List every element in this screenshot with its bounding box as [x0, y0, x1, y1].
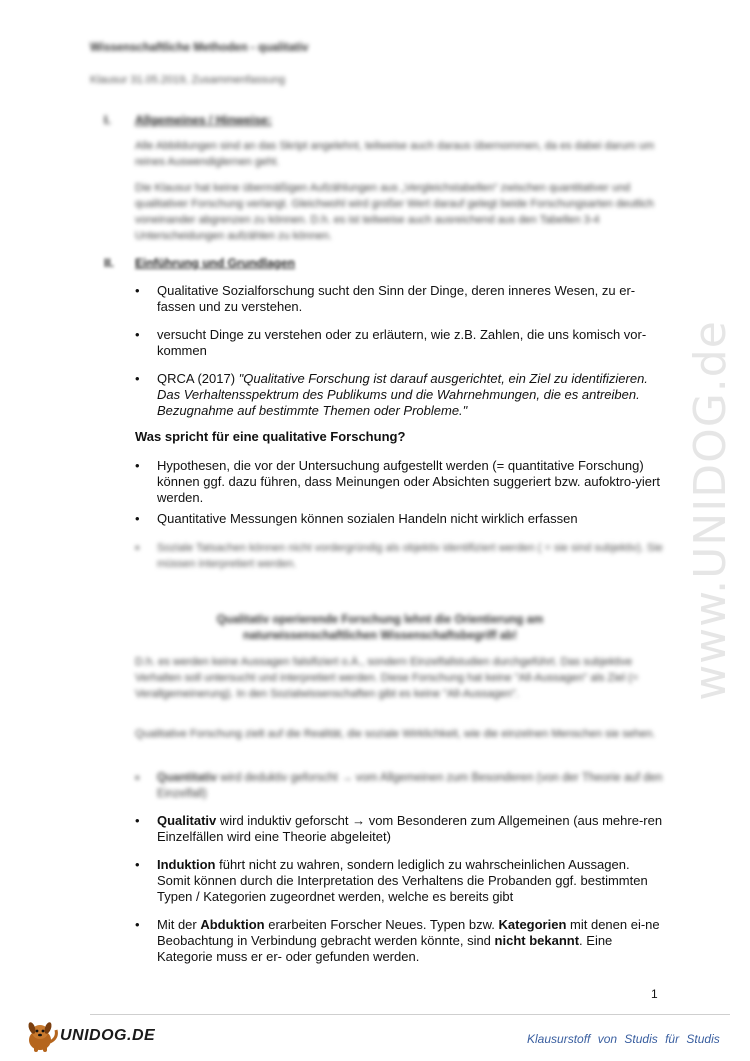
bullet-text: führt nicht zu wahren, sondern lediglich zu wahrscheinlichen Aussagen. Somit können durch die Interpretation des Verhaltens die Probanden ggf. bestimmten Typen / Kategorien zugeordnet werden, welche es bereits gibt	[157, 857, 648, 904]
bullet-dot: •	[135, 813, 140, 828]
bullet-text: wird deduktiv geforscht → vom Allgemeinen zum Besonderen (von der Theorie auf den Einzelfall)	[157, 772, 663, 800]
bullet-item	[135, 813, 663, 845]
center-heading-line-1: Qualitativ operierende Forschung lehnt die Orientierung am	[216, 614, 544, 626]
citation-quote: "Qualitative Forschung ist darauf ausgerichtet, ein Ziel zu identifizieren. Das Verhaltensspektrum des Publikums und die Wahrnehmungen, die es antreiben. Bezugnahme auf bestimmte Themen oder Probleme."	[157, 371, 648, 418]
bullet-dot: •	[135, 540, 140, 555]
footer-divider	[90, 1014, 730, 1015]
center-heading	[150, 612, 610, 644]
bullet-text: . Eine Kategorie muss er er- oder gefunden werden.	[157, 933, 613, 964]
center-paragraph-1: D.h. es werden keine Aussagen falsifiziert o.Ä., sondern Einzelfallstudien durchgeführt. Das subjektive Verhalten soll untersucht und interpretiert werden. Diese Forschung hat keine "All-Aussagen" als Ziel (= Verallgemeinerung). In den Sozialwissenschaften gibt es keine "All-Aussagen".	[135, 656, 639, 700]
bullet-bold-term: Kategorien	[498, 917, 567, 932]
bullet-dot: •	[135, 371, 140, 386]
bullet-text: Quantitative Messungen können sozialen Handeln nicht wirklich erfassen	[157, 511, 578, 526]
section-1-heading: Allgemeines / Hinweise:	[135, 113, 272, 127]
bullet-text: wird induktiv geforscht → vom Besonderen zum Allgemeinen (aus mehre-ren Einzelfällen wird eine Theorie abgeleitet)	[157, 813, 663, 844]
bullet-text: Soziale Tatsachen können nicht vordergründig als objektiv identifiziert werden ( = sie sind subjektiv). Sie müssen interpretiert werden.	[157, 542, 663, 570]
bullet-bold-term: Qualitativ	[157, 813, 217, 828]
page-number: 1	[651, 987, 658, 1001]
bullet-text: Qualitative Sozialforschung sucht den Sinn der Dinge, deren inneres Wesen, zu er-fassen und zu verstehen.	[157, 283, 636, 314]
bullet-dot: •	[135, 458, 140, 473]
bullet-bold-term: Induktion	[157, 857, 216, 872]
section-1-number: I.	[104, 113, 111, 127]
bullet-item	[135, 917, 663, 965]
section-1-paragraph-1: Alle Abbildungen sind an das Skript angelehnt, teilweise auch daraus übernommen, da es dabei darum um reines Auswendiglernen geht.	[135, 140, 655, 168]
unidog-logo	[22, 1016, 157, 1056]
bullet-dot: •	[135, 917, 140, 932]
dog-icon	[22, 1016, 62, 1056]
bullet-dot: •	[135, 283, 140, 298]
bullet-item	[135, 857, 663, 905]
bullet-bold-term: nicht bekannt	[494, 933, 580, 948]
bullet-item	[135, 458, 663, 506]
bullet-item	[135, 511, 663, 527]
center-paragraph-2: Qualitative Forschung zielt auf die Realität, die soziale Wirklichkeit, wie die einzelnen Menschen sie sehen.	[135, 728, 656, 740]
bullet-text: Mit der	[157, 917, 201, 932]
bullet-text	[157, 371, 663, 419]
center-heading-line-2: naturwissenschaftlichen Wissenschaftsbegriff ab!	[242, 630, 518, 642]
bullet-text: mit denen ei-ne Beobachtung in Verbindung gebracht werden könnte, sind	[157, 917, 660, 948]
citation-source: QRCA (2017)	[157, 371, 239, 386]
bullet-item-blurred	[135, 770, 663, 802]
bullet-item	[135, 283, 663, 315]
section-2-number: II.	[104, 256, 115, 270]
bullet-dot: •	[135, 770, 140, 785]
document-subtitle: Klausur 31.05.2019, Zusammenfassung	[90, 74, 286, 86]
bullet-text: erarbeiten Forscher Neues. Typen bzw.	[264, 917, 499, 932]
document-title: Wissenschaftliche Methoden - qualitativ	[90, 42, 309, 54]
question-heading: Was spricht für eine qualitative Forschung?	[135, 429, 406, 444]
section-2-heading: Einführung und Grundlagen	[135, 256, 295, 270]
bullet-dot: •	[135, 327, 140, 342]
logo-text: UNIDOG.DE	[60, 1027, 156, 1044]
bullet-bold-term: Abduktion	[200, 917, 265, 932]
bullet-bold-term: Quantitativ	[157, 772, 218, 784]
watermark	[650, 280, 750, 740]
bullet-text: versucht Dinge zu verstehen oder zu erläutern, wie z.B. Zahlen, die uns komisch vor-kommen	[157, 327, 647, 358]
bullet-dot: •	[135, 511, 140, 526]
bullet-text: Hypothesen, die vor der Untersuchung aufgestellt werden (= quantitative Forschung) können ggf. dazu führen, dass Meinungen oder Absichten suggeriert bzw. aufoktro-yiert werden.	[157, 458, 660, 505]
bullet-item	[135, 371, 663, 419]
footer-tagline: Klausurstoff von Studis für Studis	[527, 1032, 720, 1046]
bullet-item-blurred	[135, 540, 663, 572]
bullet-item	[135, 327, 663, 359]
section-1-paragraph-2: Die Klausur hat keine übermäßigen Aufzählungen aus „Vergleichstabellen“ zwischen quantitativer und qualitativer Forschung verlangt. Gleichwohl wird großer Wert darauf gelegt beide Forschungsarten deutlich voneinander abgrenzen zu können. D.h. es ist teilweise auch ausreichend aus den Tabellen 3-4 Unterscheidungen aufzählen zu können.	[135, 182, 654, 242]
watermark-text: www.UNIDOG.de	[684, 319, 736, 701]
bullet-dot: •	[135, 857, 140, 872]
